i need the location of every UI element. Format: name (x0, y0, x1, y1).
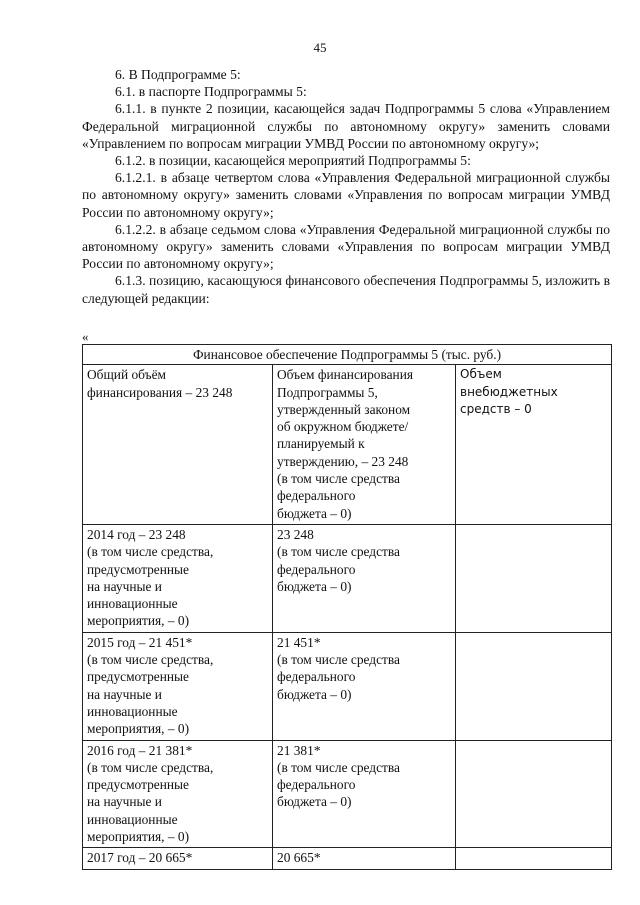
year-total-cell (83, 632, 273, 740)
paragraph-6-1: 6.1. в паспорте Подпрограммы 5: (115, 84, 307, 100)
cell-line: предусмотренные (87, 669, 189, 685)
year-extrabudget-cell (456, 740, 612, 848)
cell-line: финансирования – 23 248 (87, 384, 233, 400)
cell-line: средств – 0 (460, 401, 532, 416)
cell-line: федерального (277, 561, 356, 577)
cell-line: на научные и (87, 578, 162, 594)
table-row (83, 740, 612, 848)
paragraph-6-1-2-2: 6.1.2.2. в абзаце седьмом слова «Управления Федеральной миграционной службы по автономному округу» заменить словами «Управления по вопросам миграции УМВД России по автономному округу»; (82, 221, 610, 272)
year-extrabudget-cell (456, 524, 612, 632)
cell-line: бюджета – 0) (277, 794, 352, 810)
cell-line: инновационные (87, 703, 178, 719)
cell-line: утвержденный законом (277, 401, 411, 417)
cell-line: бюджета – 0) (277, 505, 352, 521)
header-budget-cell (273, 365, 456, 525)
header-total-cell (83, 365, 273, 525)
cell-line: Объем (460, 367, 502, 382)
cell-line: утверждению, – 23 248 (277, 453, 409, 469)
cell-line: (в том числе средства, (87, 759, 214, 775)
paragraph-6-1-1: 6.1.1. в пункте 2 позиции, касающейся задач Подпрограммы 5 слова «Управлением Федеральной миграционной службы по автономному округу» заменить словами «Управлением по вопросам миграции УМВД России по автономному округу»; (82, 101, 610, 151)
cell-line: (в том числе средства (277, 471, 400, 487)
table-title-row (83, 345, 612, 365)
cell-line: 20 665* (277, 850, 321, 866)
financing-table (82, 344, 612, 870)
document-body (82, 66, 610, 307)
cell-line: мероприятия, – 0) (87, 721, 190, 737)
cell-line: Объем финансирования (277, 367, 414, 383)
year-budget-cell (273, 632, 456, 740)
year-total-cell (83, 740, 273, 848)
cell-line: инновационные (87, 596, 178, 612)
cell-line: 21 381* (277, 742, 321, 758)
year-budget-cell (273, 848, 456, 869)
paragraph-section-6: 6. В Подпрограмме 5: (115, 67, 241, 82)
cell-line: планируемый к (277, 436, 365, 452)
cell-line: Общий объём (87, 367, 166, 383)
cell-line: бюджета – 0) (277, 578, 352, 594)
table-header-row (83, 365, 612, 525)
cell-line: 2016 год – 21 381* (87, 742, 193, 758)
page-number: 45 (313, 40, 327, 55)
cell-line: 2015 год – 21 451* (87, 634, 193, 650)
year-total-cell (83, 524, 273, 632)
table-title: Финансовое обеспечение Подпрограммы 5 (тыс. руб.) (83, 345, 612, 365)
year-budget-cell (273, 524, 456, 632)
table-row (83, 848, 612, 869)
open-quote-mark: « (82, 329, 89, 344)
year-budget-cell (273, 740, 456, 848)
cell-line: 21 451* (277, 634, 321, 650)
year-extrabudget-cell (456, 632, 612, 740)
paragraph-6-1-2: 6.1.2. в позиции, касающейся мероприятий Подпрограммы 5: (115, 153, 471, 169)
cell-line: 2017 год – 20 665* (87, 850, 193, 866)
table-row (83, 632, 612, 740)
paragraph-6-1-2-1: 6.1.2.1. в абзаце четвертом слова «Управления Федеральной миграционной службы по автономному округу» заменить словами «Управления по вопросам миграции УМВД России по автономному округу»; (82, 170, 610, 220)
cell-line: инновационные (87, 811, 178, 827)
cell-line: федерального (277, 669, 356, 685)
cell-line: 23 248 (277, 526, 314, 542)
cell-line: на научные и (87, 686, 162, 702)
cell-line: (в том числе средства (277, 652, 400, 668)
cell-line: предусмотренные (87, 561, 189, 577)
cell-line: федерального (277, 777, 356, 793)
cell-line: внебюджетных (460, 384, 558, 399)
cell-line: (в том числе средства, (87, 652, 214, 668)
cell-line: мероприятия, – 0) (87, 829, 190, 845)
cell-line: об окружном бюджете/ (277, 419, 409, 435)
cell-line: на научные и (87, 794, 162, 810)
cell-line: 2014 год – 23 248 (87, 526, 186, 542)
cell-line: Подпрограммы 5, (277, 384, 378, 400)
cell-line: федерального (277, 488, 356, 504)
year-total-cell (83, 848, 273, 869)
cell-line: бюджета – 0) (277, 686, 352, 702)
paragraph-6-1-3: 6.1.3. позицию, касающуюся финансового обеспечения Подпрограммы 5, изложить в следующей редакции: (82, 273, 610, 306)
cell-line: мероприятия, – 0) (87, 613, 190, 629)
cell-line: (в том числе средства, (87, 544, 214, 560)
header-extrabudget-cell (456, 365, 612, 525)
cell-line: (в том числе средства (277, 759, 400, 775)
table-row (83, 524, 612, 632)
year-extrabudget-cell (456, 848, 612, 869)
cell-line: предусмотренные (87, 777, 189, 793)
cell-line: (в том числе средства (277, 544, 400, 560)
